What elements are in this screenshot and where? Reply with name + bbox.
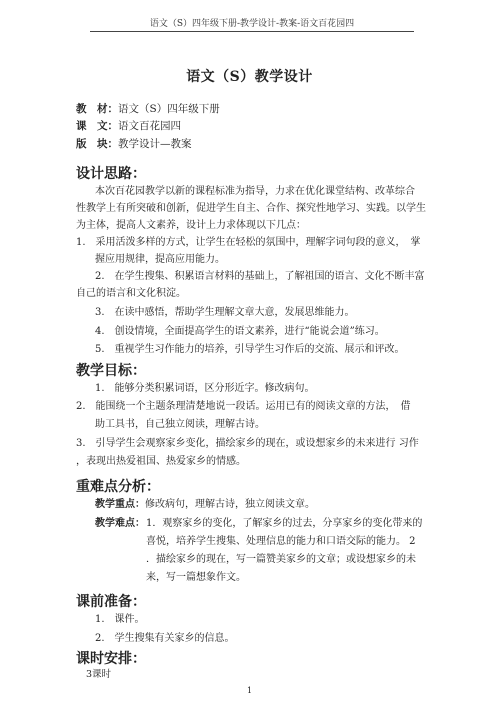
meta-section (76, 136, 192, 151)
teaching-difficulty-line2: 喜悦，培养学生搜集、处理信息的能力和口语交际的能力。 2 (146, 536, 416, 547)
meta-section-value: 教学设计—教案 (118, 138, 192, 150)
goals-item2-line2: 助工具书，自己独立阅读，理解古诗。 (95, 419, 265, 430)
key-points-heading: 重难点分析： (76, 479, 160, 495)
goals-item3-line2: ，表现出热爱祖国、热爱家乡的情感。 (76, 456, 246, 467)
schedule-value: 3课时 (86, 669, 112, 680)
design-item1-line2: 握应用规律，提高应用能力。 (95, 254, 225, 265)
teaching-difficulty-line1: 1．观察家乡的变化，了解家乡的过去，分享家乡的变化带来的 (146, 518, 423, 529)
goals-item2-line1: 2. 能围绕一个主题条理清楚地说一段话。运用已有的阅读文章的方法， 借 (76, 401, 411, 412)
design-item5: 5. 重视学生习作能力的培养，引导学生习作后的交流、展示和评改。 (95, 344, 405, 355)
design-item4: 4. 创设情境，全面提高学生的语文素养，进行“能说会道”练习。 (95, 326, 385, 337)
meta-material-key: 教 材： (76, 103, 118, 115)
goals-item3-line1: 3. 引导学生会观察家乡变化，描绘家乡的现在，或设想家乡的未来进行 习作 (76, 438, 419, 449)
teaching-difficulty-line3: ．描绘家乡的现在，写一篇赞美家乡的文章；或设想家乡的未 (146, 554, 416, 565)
document-title: 语文（S）教学设计 (186, 69, 313, 85)
design-intro-line2: 性教学上有所突破和创新，促进学生自主、合作、探究性地学习、实践。以学生 (76, 203, 426, 214)
page-header: 语文（S）四年级下册-教学设计-教案-语文百花园四 (149, 19, 355, 29)
design-heading: 设计思路： (76, 166, 146, 182)
meta-material (76, 101, 220, 116)
goals-item1: 1. 能够分类积累词语，区分形近字。修改病句。 (95, 383, 315, 394)
goals-heading: 教学目标： (76, 363, 146, 379)
design-item1-line1: 1. 采用活泼多样的方式，让学生在轻松的氛围中，理解字词句段的意义， 掌 (76, 237, 421, 248)
prep-item1: 1. 课件。 (95, 614, 145, 625)
prep-heading: 课前准备： (76, 594, 146, 610)
teaching-focus-label: 教学重点： (95, 499, 145, 510)
prep-item2: 2. 学生搜集有关家乡的信息。 (95, 633, 235, 644)
meta-lesson-value: 语文百花园四 (118, 120, 181, 132)
teaching-difficulty-line4: 来，写一篇想象作文。 (146, 572, 246, 583)
meta-material-value: 语文（S）四年级下册 (118, 103, 220, 115)
teaching-difficulty-label: 教学难点： (95, 518, 145, 529)
meta-section-key: 版 块： (76, 138, 118, 150)
design-item2-line1: 2. 在学生搜集、积累语言材料的基础上，了解祖国的语言、文化不断丰富 (95, 271, 425, 282)
schedule-heading: 课时安排： (76, 651, 146, 667)
page-number: 1 (246, 686, 253, 695)
teaching-focus-text: 修改病句，理解古诗，独立阅读文章。 (145, 499, 315, 510)
teaching-focus (95, 496, 315, 513)
meta-lesson (76, 118, 181, 133)
design-item2-line2: 自己的语言和文化积淀。 (76, 288, 186, 299)
header-rule (90, 31, 414, 32)
design-item3: 3. 在读中感悟，帮助学生理解文章大意，发展思维能力。 (95, 307, 355, 318)
meta-lesson-key: 课 文： (76, 120, 118, 132)
design-intro-line3: 为主体，提高人文素养，设计上力求体现以下几点： (76, 220, 306, 231)
design-intro-line1: 本次百花园教学以新的课程标准为指导，力求在优化课堂结构、改革综合 (95, 186, 415, 197)
